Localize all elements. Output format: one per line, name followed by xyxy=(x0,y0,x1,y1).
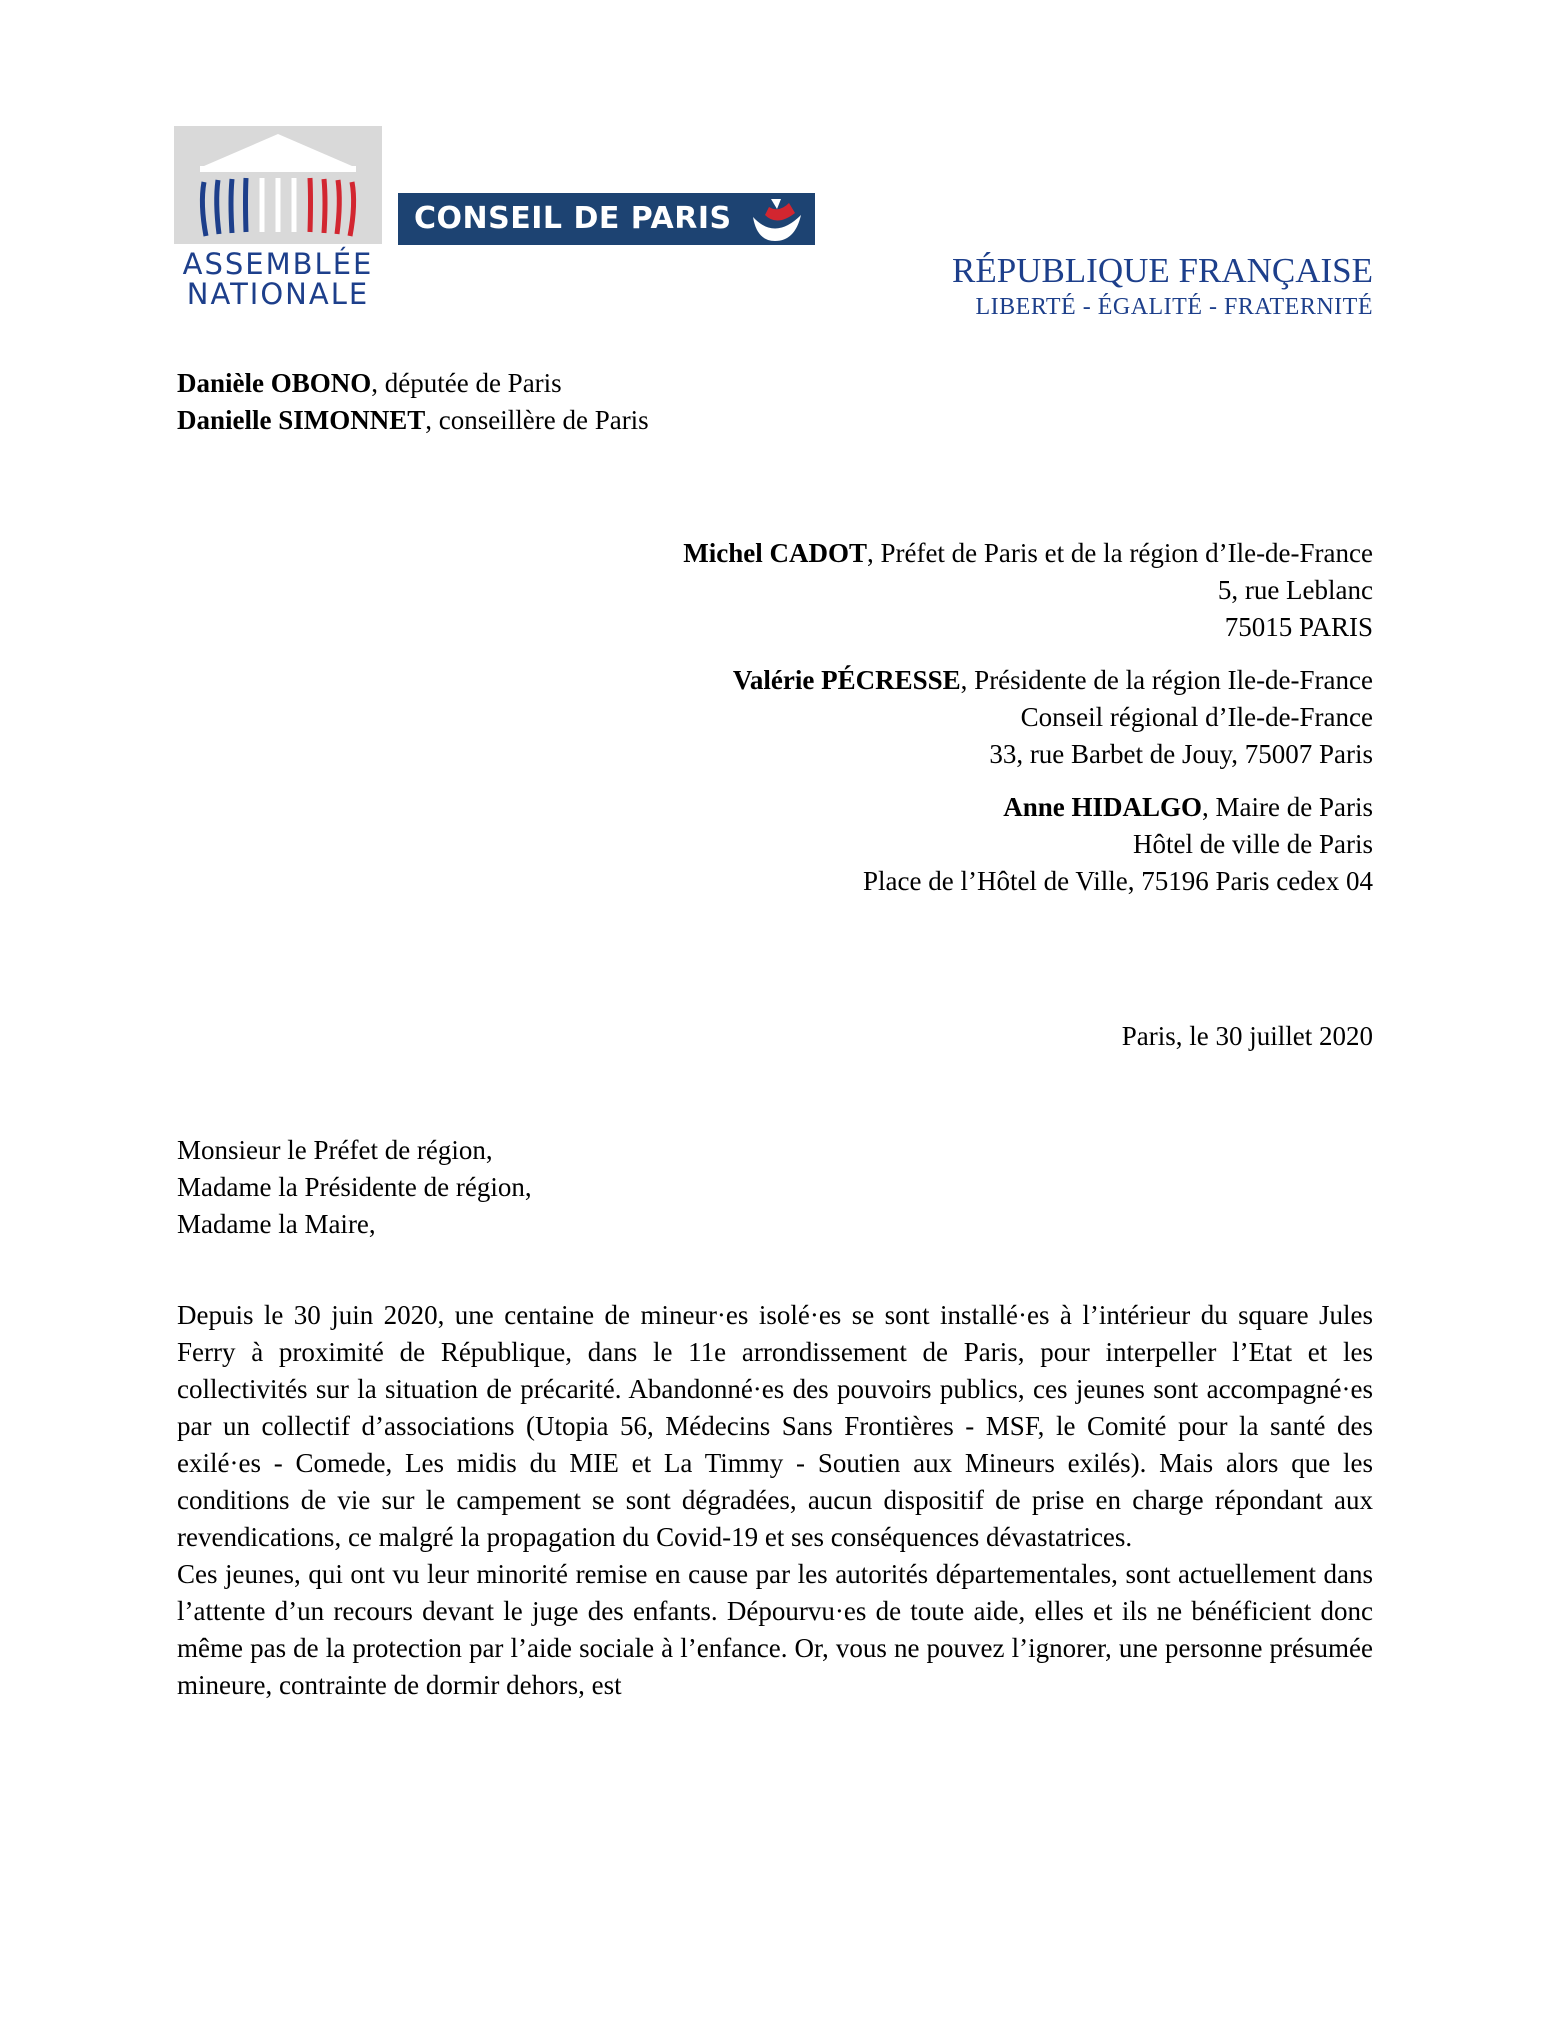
conseil-logo-text: CONSEIL DE PARIS xyxy=(414,201,732,236)
recipient-role: , Présidente de la région Ile-de-France xyxy=(960,665,1373,695)
recipient-heading xyxy=(683,789,1373,826)
address-line: 33, rue Barbet de Jouy, 75007 Paris xyxy=(989,739,1373,769)
republique-title: RÉPUBLIQUE FRANÇAISE xyxy=(951,251,1373,290)
sender-name: Danielle SIMONNET xyxy=(177,405,426,435)
senders-block xyxy=(177,365,649,439)
hemicycle-icon xyxy=(174,126,382,244)
recipient-role: , Préfet de Paris et de la région d’Ile-de-France xyxy=(866,538,1373,568)
sender-role: , députée de Paris xyxy=(371,368,562,398)
salutation-line: Madame la Maire, xyxy=(177,1209,376,1239)
sender-name: Danièle OBONO xyxy=(177,368,372,398)
body-paragraph: Ces jeunes, qui ont vu leur minorité remise en cause par les autorités départementales, sont actuellement dans l’attente d’un recours devant le juge des enfants. Dépourvu·es de toute aide, elles et ils ne bénéficient donc même pas de la protection par l’aide sociale à l’enfance. Or, vous ne pouvez l’ignorer, une personne présumée mineure, contrainte de dormir dehors, est xyxy=(177,1559,1373,1700)
paris-ship-icon xyxy=(743,195,809,243)
recipient-presidente-region xyxy=(683,662,1373,773)
address-line: Place de l’Hôtel de Ville, 75196 Paris cedex 04 xyxy=(863,866,1373,896)
salutation-block xyxy=(177,1132,532,1243)
body-paragraph: Depuis le 30 juin 2020, une centaine de mineur·es isolé·es se sont installé·es à l’intérieur du square Jules Ferry à proximité de République, dans le 11e arrondissement de Paris, pour interpeller l’Etat et les collectivités sur la situation de précarité. Abandonné·es des pouvoirs publics, ces jeunes sont accompagné·es par un collectif d’associations (Utopia 56, Médecins Sans Frontières - MSF, le Comité pour la santé des exilé·es - Comede, Les midis du MIE et La Timmy - Soutien aux Mineurs exilés). Mais alors que les conditions de vie sur le campement se sont dégradées, aucun dispositif de prise en charge répondant aux revendications, ce malgré la propagation du Covid-19 et ses conséquences dévastatrices. xyxy=(177,1300,1373,1552)
republique-motto: LIBERTÉ - ÉGALITÉ - FRATERNITÉ xyxy=(975,294,1373,320)
letter-date: Paris, le 30 juillet 2020 xyxy=(1121,1021,1373,1051)
address-line: 75015 PARIS xyxy=(1224,612,1373,642)
recipient-name: Anne HIDALGO xyxy=(1003,792,1203,822)
address-line: Hôtel de ville de Paris xyxy=(1133,829,1373,859)
salutation-line: Madame la Présidente de région, xyxy=(177,1172,532,1202)
recipient-maire xyxy=(683,789,1373,900)
assemblee-nationale-logo xyxy=(174,126,382,312)
recipient-prefet xyxy=(683,535,1373,646)
recipient-heading xyxy=(683,662,1373,699)
recipient-heading xyxy=(683,535,1373,572)
logo-text-line2: NATIONALE xyxy=(186,277,370,311)
conseil-de-paris-logo xyxy=(398,193,815,245)
sender-line xyxy=(177,365,649,402)
recipient-role: , Maire de Paris xyxy=(1202,792,1373,822)
address-line: Conseil régional d’Ile-de-France xyxy=(1020,702,1373,732)
recipient-name: Valérie PÉCRESSE xyxy=(732,665,961,695)
salutation-line: Monsieur le Préfet de région, xyxy=(177,1135,493,1165)
letter-body xyxy=(177,1297,1373,1704)
sender-line xyxy=(177,402,649,439)
recipient-name: Michel CADOT xyxy=(683,538,867,568)
republique-header xyxy=(952,250,1373,322)
recipients-block xyxy=(683,535,1373,916)
logo-text-line1: ASSEMBLÉE xyxy=(182,247,374,281)
sender-role: , conseillère de Paris xyxy=(425,405,649,435)
address-line: 5, rue Leblanc xyxy=(1217,575,1373,605)
